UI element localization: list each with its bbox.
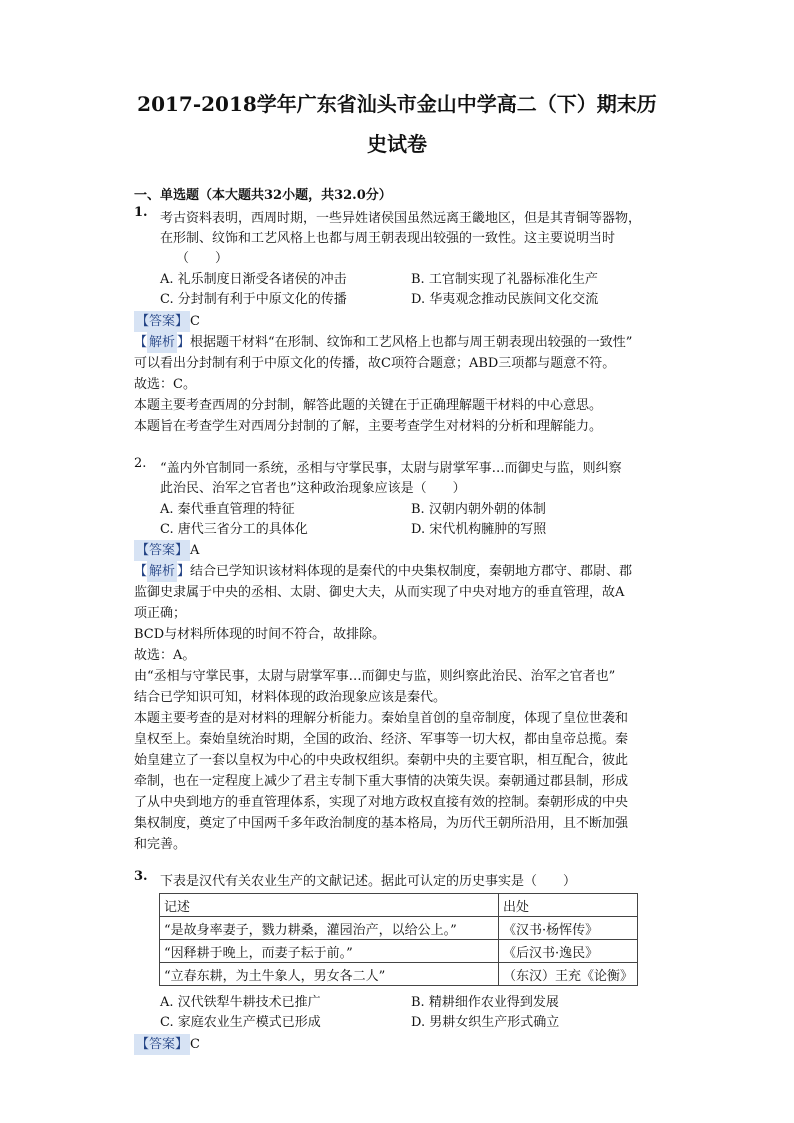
question-1-option-c: C. 分封制有利于中原文化的传播 [160, 292, 347, 307]
question-2-option-b: B. 汉朝内朝外朝的体制 [411, 502, 546, 517]
question-2-analysis-line11: 牵制，也在一定程度上减少了君主专制下重大事情的决策失误。秦朝通过郡县制，形成 [134, 774, 629, 789]
question-2-option-c: C. 唐代三省分工的具体化 [160, 522, 308, 537]
analysis-tag-close: 】 [177, 564, 191, 579]
section-header: 一、单选题（本大题共32小题，共32.0分） [134, 188, 392, 203]
table-row [160, 963, 638, 986]
question-3-option-d: D. 男耕女织生产形式确立 [411, 1015, 560, 1030]
analysis-tag-open: 【 [134, 564, 148, 579]
question-2-analysis-line5: 故选：A。 [134, 648, 196, 663]
source-table [159, 893, 638, 986]
question-2-analysis-line8: 本题主要考查的是对材料的理解分析能力。秦始皇首创的皇帝制度，体现了皇位世袭和 [134, 711, 629, 726]
table-header-cell: 出处 [499, 894, 638, 917]
question-1-option-d: D. 华夷观念推动民族间文化交流 [411, 292, 599, 307]
question-1-stem-line2: 在形制、纹饰和工艺风格上也都与周王朝表现出较强的一致性。这主要说明当时 [160, 231, 616, 246]
question-3-option-a: A. 汉代铁犁牛耕技术已推广 [160, 995, 321, 1010]
question-2-option-d: D. 宋代机构臃肿的写照 [411, 522, 547, 537]
question-2-analysis-line12: 了从中央到地方的垂直管理体系，实现了对地方政权直接有效的控制。秦朝形成的中央 [134, 795, 629, 810]
table-row [160, 917, 638, 940]
answer-value: C [190, 1037, 200, 1052]
question-1-stem-line1: 考古资料表明，西周时期，一些异姓诸侯国虽然远离王畿地区，但是其青铜等器物， [160, 211, 642, 226]
table-cell: “立春东耕，为土牛象人，男女各二人” [160, 963, 499, 986]
analysis-tag-close: 】 [177, 335, 191, 350]
answer-value: A [190, 543, 200, 558]
question-2-analysis-line2: 监御史隶属于中央的丞相、太尉、御史大夫，从而实现了中央对地方的垂直管理，故A [134, 585, 625, 600]
question-2-analysis-line13: 集权制度，奠定了中国两千多年政治制度的基本格局，为历代王朝所沿用，且不断加强 [134, 816, 629, 831]
question-2-analysis-line7: 结合已学知识可知，材料体现的政治现象应该是秦代。 [134, 690, 447, 705]
answer-tag: 【答案】 [134, 1034, 190, 1055]
question-1-option-b: B. 工官制实现了礼器标准化生产 [411, 272, 598, 287]
question-2-option-a: A. 秦代垂直管理的特征 [160, 502, 295, 517]
analysis-text: 根据题干材料“在形制、纹饰和工艺风格上也都与周王朝表现出较强的一致性” [190, 335, 633, 350]
analysis-tag-open: 【 [134, 335, 148, 350]
table-cell: 《汉书·杨恽传》 [499, 917, 638, 940]
question-1-analysis-line5: 本题旨在考查学生对西周分封制的了解，主要考查学生对材料的分析和理解能力。 [134, 419, 603, 434]
answer-tag: 【答案】 [134, 540, 190, 561]
table-header-cell: 记述 [160, 894, 499, 917]
question-2-analysis-line10: 始皇建立了一套以皇权为中心的中央政权组织。秦朝中央的主要官职，相互配合，彼此 [134, 753, 629, 768]
question-1-analysis-line2: 可以看出分封制有利于中原文化的传播，故C项符合题意；ABD三项都与题意不符。 [134, 356, 616, 371]
question-2-analysis-line1 [134, 561, 632, 582]
table-header-row [160, 894, 638, 917]
question-3-stem: 下表是汉代有关农业生产的文献记述。据此可认定的历史事实是（ ） [160, 874, 577, 889]
question-1-number: 1. [134, 205, 148, 220]
analysis-text: 结合已学知识该材料体现的是秦代的中央集权制度，秦朝地方郡守、郡尉、郡 [190, 564, 633, 579]
question-3-number: 3. [134, 869, 148, 884]
question-2-analysis-line6: 由“丞相与守掌民事，太尉与尉掌军事…而御史与监，则纠察此治民、治军之官者也” [134, 669, 616, 684]
question-2-analysis-line3: 项正确； [134, 606, 187, 621]
exam-title-line1: 2017-2018学年广东省汕头市金山中学高二（下）期末历 [137, 92, 657, 116]
question-2-answer [134, 540, 199, 561]
answer-value: C [190, 314, 200, 329]
table-cell: “因释耕于晚上，而妻子耘于前。” [160, 940, 499, 963]
answer-tag: 【答案】 [134, 311, 190, 332]
question-2-number: 2. [134, 456, 147, 471]
question-3-option-c: C. 家庭农业生产模式已形成 [160, 1015, 321, 1030]
question-1-answer [134, 311, 200, 332]
table-cell: 《后汉书·逸民》 [499, 940, 638, 963]
question-1-analysis-line4: 本题主要考查西周的分封制，解答此题的关键在于正确理解题干材料的中心意思。 [134, 398, 603, 413]
table-cell: “是故身率妻子，戮力耕桑，灌园治产，以给公上。” [160, 917, 499, 940]
question-2-stem-line2: 此治民、治军之官者也”这种政治现象应该是（ ） [160, 481, 466, 496]
question-3-option-b: B. 精耕细作农业得到发展 [411, 995, 559, 1010]
question-1-analysis-line1 [134, 332, 632, 353]
analysis-tag: 解析 [147, 561, 177, 582]
question-2-stem-line1: “盖内外官制同一系统，丞相与守掌民事，太尉与尉掌军事…而御史与监，则纠察 [160, 461, 622, 476]
question-3-answer [134, 1034, 200, 1055]
exam-title-line2: 史试卷 [367, 132, 427, 156]
table-row [160, 940, 638, 963]
question-1-analysis-line3: 故选：C。 [134, 377, 196, 392]
question-1-option-a: A. 礼乐制度日渐受各诸侯的冲击 [160, 272, 347, 287]
question-2-analysis-line9: 皇权至上。秦始皇统治时期，全国的政治、经济、军事等一切大权，都由皇帝总揽。秦 [134, 732, 629, 747]
analysis-tag: 解析 [147, 332, 177, 353]
question-1-stem-line3: （ ） [176, 251, 229, 266]
question-2-analysis-line4: BCD与材料所体现的时间不符合，故排除。 [134, 627, 386, 642]
question-2-analysis-line14: 和完善。 [134, 837, 187, 852]
table-cell: （东汉）王充《论衡》 [499, 963, 638, 986]
